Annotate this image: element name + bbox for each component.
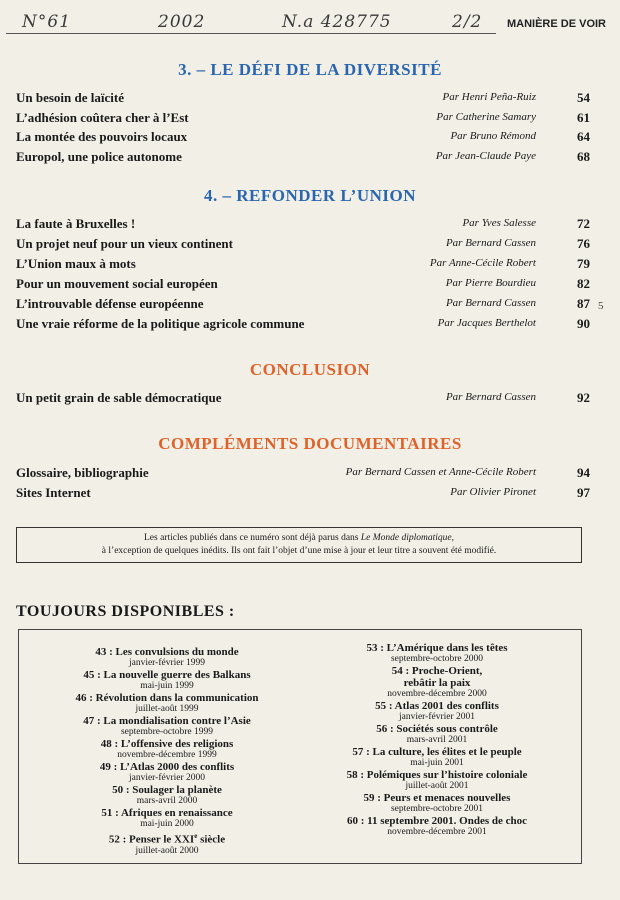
section-title-conclusion: CONCLUSION xyxy=(249,360,371,379)
toc-entry[interactable] xyxy=(16,485,590,503)
issue-title: 43 : Les convulsions du monde xyxy=(95,646,239,658)
issue-date: juillet-août 1999 xyxy=(135,704,199,714)
entry-page: 87 xyxy=(577,296,590,311)
toc-entry[interactable] xyxy=(16,129,590,147)
entry-title: La montée des pouvoirs locaux xyxy=(16,129,188,144)
issue-date: juillet-août 2001 xyxy=(405,781,469,791)
issue-title: 46 : Révolution dans la communication xyxy=(75,692,259,704)
back-issues-right-column xyxy=(319,642,555,838)
back-issues-left-column xyxy=(49,646,285,857)
toc-entry[interactable] xyxy=(16,90,590,108)
back-issue[interactable] xyxy=(49,738,285,761)
entry-title: Europol, une police autonome xyxy=(16,149,182,164)
entry-page: 94 xyxy=(577,465,590,480)
back-issue[interactable] xyxy=(319,642,555,665)
issue-date: janvier-février 2000 xyxy=(128,773,206,783)
issue-title: 59 : Peurs et menaces nouvelles xyxy=(363,792,511,804)
entry-title: L’introuvable défense européenne xyxy=(16,296,204,311)
notice-text: , xyxy=(451,533,454,543)
issue-date: mars-avril 2001 xyxy=(406,735,468,745)
entry-title: L’Union maux à mots xyxy=(16,256,136,271)
entry-page: 90 xyxy=(577,316,590,331)
issue-title: 55 : Atlas 2001 des conflits xyxy=(375,700,499,712)
entry-title: Un besoin de laïcité xyxy=(16,90,124,105)
entry-page: 54 xyxy=(577,90,590,105)
section-title-refonder: 4. – REFONDER L’UNION xyxy=(203,186,416,205)
back-issue[interactable] xyxy=(319,723,555,746)
toc-entry[interactable] xyxy=(16,296,590,314)
issue-date: novembre-décembre 2001 xyxy=(387,827,487,837)
issue-title: 45 : La nouvelle guerre des Balkans xyxy=(83,669,251,681)
entry-page: 61 xyxy=(577,110,590,125)
issue-title: 57 : La culture, les élites et le peuple xyxy=(352,746,522,758)
back-issue[interactable] xyxy=(49,761,285,784)
section-title-complements: COMPLÉMENTS DOCUMENTAIRES xyxy=(158,434,462,453)
issue-title: 58 : Polémiques sur l’histoire coloniale xyxy=(346,769,528,781)
back-issue[interactable] xyxy=(319,769,555,792)
entry-page: 97 xyxy=(577,485,590,500)
issue-title: 49 : L’Atlas 2000 des conflits xyxy=(99,761,235,773)
publication-name: Le Monde diplomatique xyxy=(360,533,452,543)
back-issue[interactable] xyxy=(49,807,285,830)
back-issue[interactable] xyxy=(319,815,555,838)
back-issue[interactable] xyxy=(49,669,285,692)
toc-entry[interactable] xyxy=(16,390,590,408)
entry-author: Par Bruno Rémond xyxy=(450,130,536,142)
entry-page: 82 xyxy=(577,276,590,291)
back-issue[interactable] xyxy=(49,784,285,807)
entry-title: Sites Internet xyxy=(16,485,91,500)
section-title-diversite: 3. – LE DÉFI DE LA DIVERSITÉ xyxy=(178,60,442,79)
entry-author: Par Olivier Pironet xyxy=(450,486,536,498)
back-issue[interactable] xyxy=(49,646,285,669)
toc-entry[interactable] xyxy=(16,110,590,128)
entry-title: L’adhésion coûtera cher à l’Est xyxy=(16,110,189,125)
issue-date: septembre-octobre 2000 xyxy=(390,654,484,664)
entry-title: Un projet neuf pour un vieux continent xyxy=(16,236,233,251)
toc-entry[interactable] xyxy=(16,465,590,483)
issue-date: janvier-février 1999 xyxy=(128,658,206,668)
back-issue[interactable] xyxy=(49,830,285,857)
notice-box xyxy=(16,527,582,563)
issue-title-sup: e xyxy=(194,832,198,840)
notice-text: Les articles publiés dans ce numéro sont déjà parus dans xyxy=(144,533,361,543)
issue-date: mai-juin 2001 xyxy=(410,758,464,768)
handwritten-year: 2002 xyxy=(158,12,206,32)
issue-title: 60 : 11 septembre 2001. Ondes de choc xyxy=(346,815,528,827)
back-issue[interactable] xyxy=(319,746,555,769)
header-rule xyxy=(6,33,496,34)
toc-entry[interactable] xyxy=(16,256,590,274)
issue-date: mai-juin 2000 xyxy=(140,819,194,829)
toc-entry[interactable] xyxy=(16,216,590,234)
toc-entry[interactable] xyxy=(16,316,590,334)
entry-page: 72 xyxy=(577,216,590,231)
brand-title: MANIÈRE DE VOIR xyxy=(506,18,606,30)
entry-author: Par Bernard Cassen xyxy=(445,237,536,249)
notice-line-2: à l’exception de quelques inédits. Ils ont fait l’objet d’une mise à jour et leur titre a souvent été modifié. xyxy=(101,546,497,556)
issue-date: mars-avril 2000 xyxy=(136,796,198,806)
issue-title: 51 : Afriques en renaissance xyxy=(101,807,233,819)
back-issue[interactable] xyxy=(49,692,285,715)
entry-author: Par Pierre Bourdieu xyxy=(445,277,536,289)
entry-page: 68 xyxy=(577,149,590,164)
issue-date: novembre-décembre 1999 xyxy=(117,750,217,760)
issue-title: 47 : La mondialisation contre l’Asie xyxy=(83,715,251,727)
issue-date: janvier-février 2001 xyxy=(398,712,476,722)
issue-date: septembre-octobre 2001 xyxy=(390,804,484,814)
entry-title: Une vraie réforme de la politique agricole commune xyxy=(16,316,305,331)
margin-page-number: 5 xyxy=(598,300,604,312)
entry-author: Par Henri Peña-Ruiz xyxy=(442,91,536,103)
handwritten-page: 2/2 xyxy=(452,12,483,32)
entry-author: Par Jean-Claude Paye xyxy=(435,150,536,162)
issue-title-part: 52 : Penser le XXI xyxy=(108,833,195,846)
toc-entry[interactable] xyxy=(16,236,590,254)
notice-line-1 xyxy=(17,532,581,545)
issue-date: juillet-août 2000 xyxy=(135,845,199,856)
entry-title: Un petit grain de sable démocratique xyxy=(16,390,222,405)
issue-title xyxy=(49,830,285,846)
issue-date: novembre-décembre 2000 xyxy=(387,689,487,699)
back-issues-box xyxy=(18,629,582,864)
entry-author: Par Bernard Cassen et Anne-Cécile Robert xyxy=(345,466,536,478)
entry-title: Glossaire, bibliographie xyxy=(16,465,149,480)
back-issue[interactable] xyxy=(319,665,555,700)
handwritten-reference: N.a 428775 xyxy=(282,12,392,32)
entry-author: Par Bernard Cassen xyxy=(445,391,536,403)
back-issue[interactable] xyxy=(319,792,555,815)
entry-author: Par Bernard Cassen xyxy=(445,297,536,309)
toc-entry[interactable] xyxy=(16,149,590,167)
toujours-title: TOUJOURS DISPONIBLES : xyxy=(16,603,235,620)
issue-title: 53 : L’Amérique dans les têtes xyxy=(366,642,508,654)
entry-author: Par Catherine Samary xyxy=(436,111,536,123)
handwritten-issue: N°61 xyxy=(22,12,72,32)
issue-title: 56 : Sociétés sous contrôle xyxy=(376,723,498,735)
issue-title: 48 : L’offensive des religions xyxy=(100,738,234,750)
entry-page: 64 xyxy=(577,129,590,144)
issue-title: 50 : Soulager la planète xyxy=(112,784,222,796)
issue-title: 54 : Proche-Orient, rebâtir la paix xyxy=(391,665,483,689)
back-issue[interactable] xyxy=(319,700,555,723)
issue-title-part: siècle xyxy=(197,833,226,846)
toc-entry[interactable] xyxy=(16,276,590,294)
entry-author: Par Jacques Berthelot xyxy=(437,317,536,329)
issue-date: septembre-octobre 1999 xyxy=(120,727,214,737)
entry-author: Par Yves Salesse xyxy=(462,217,536,229)
issue-date: mai-juin 1999 xyxy=(140,681,194,691)
back-issue[interactable] xyxy=(49,715,285,738)
entry-page: 79 xyxy=(577,256,590,271)
entry-page: 76 xyxy=(577,236,590,251)
entry-title: La faute à Bruxelles ! xyxy=(16,216,136,231)
entry-page: 92 xyxy=(577,390,590,405)
entry-author: Par Anne-Cécile Robert xyxy=(429,257,536,269)
entry-title: Pour un mouvement social européen xyxy=(16,276,218,291)
